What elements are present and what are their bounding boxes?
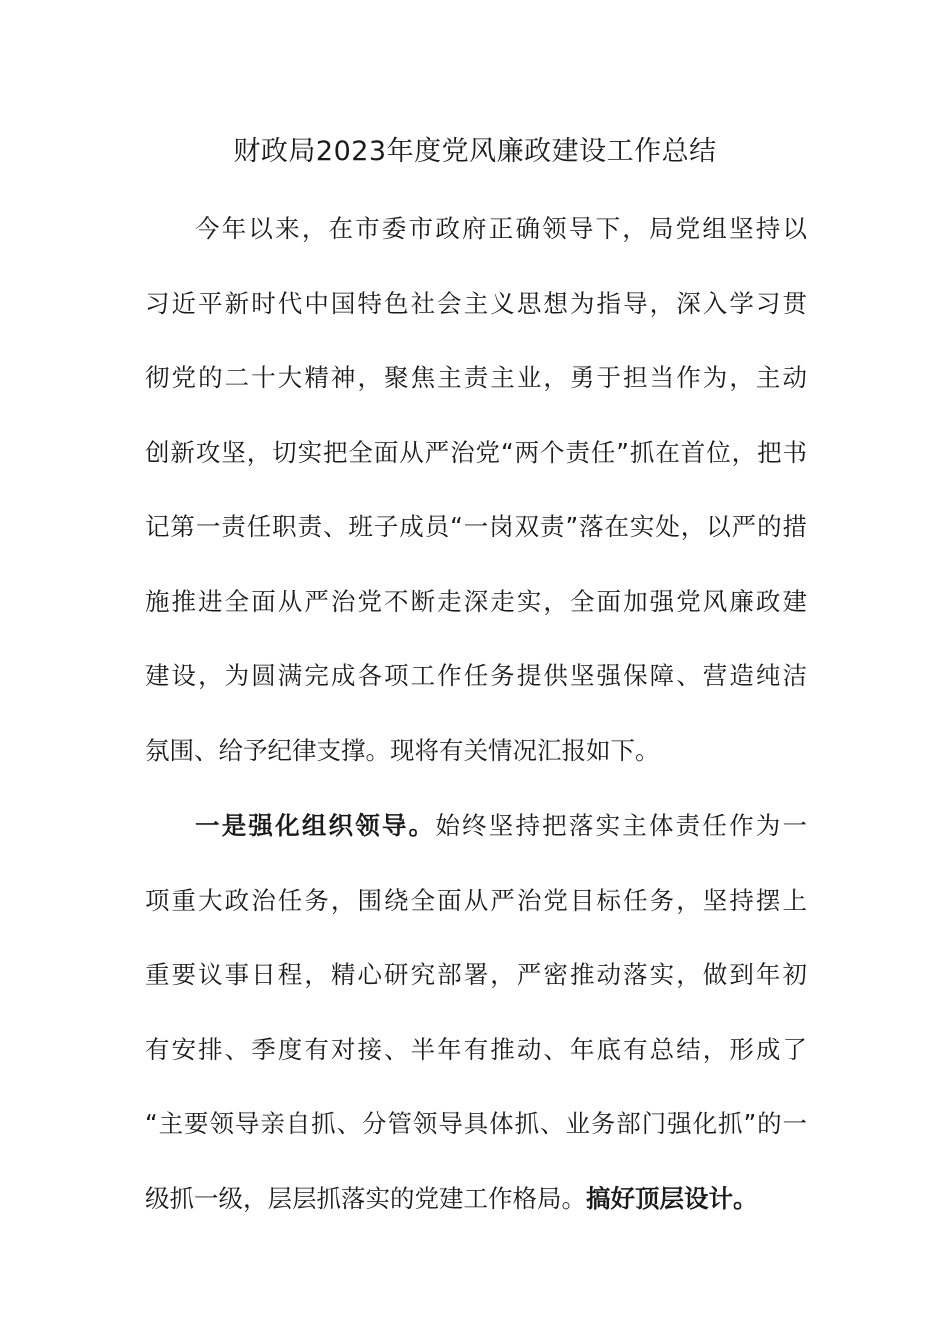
text-line: 施推进全面从严治党不断走深走实，全面加强党风廉政建: [145, 586, 807, 616]
text-line: “主要领导亲自抓、分管领导具体抓、业务部门强化抓”的一: [145, 1109, 807, 1138]
section-heading: 一是强化组织领导。: [195, 811, 436, 840]
text-line: 有安排、季度有对接、半年有推动、年底有总结，形成了: [145, 1034, 807, 1064]
text-line: 项重大政治任务，围绕全面从严治党目标任务，坚持摆上: [145, 885, 807, 915]
text-line: 今年以来，在市委市政府正确领导下，局党组坚持以: [195, 214, 807, 243]
text-line: 建设，为圆满完成各项工作任务提供坚强保障、营造纯洁: [145, 661, 807, 690]
text-segment: 级抓一级，层层抓落实的党建工作格局。: [145, 1183, 586, 1213]
paragraph-organization-leadership: [145, 789, 807, 1236]
text-segment: 始终坚持把落实主体责任作为一: [435, 811, 808, 840]
text-line: [145, 789, 807, 864]
text-line: 创新攻坚，切实把全面从严治党“两个责任”抓在首位，把书: [145, 437, 807, 467]
text-line: 氛围、给予纪律支撑。现将有关情况汇报如下。: [145, 735, 660, 765]
subsection-heading: 搞好顶层设计。: [586, 1183, 758, 1213]
document-title: 财政局2023年度党风廉政建设工作总结: [233, 136, 717, 167]
text-line: 习近平新时代中国特色社会主义思想为指导，深入学习贯: [145, 288, 807, 318]
text-line: 彻党的二十大精神，聚焦主责主业，勇于担当作为，主动: [145, 363, 807, 392]
text-line: [145, 1162, 807, 1237]
text-line: 重要议事日程，精心研究部署，严密推动落实，做到年初: [145, 960, 807, 989]
paragraph-intro: [145, 192, 807, 788]
text-line: 记第一责任职责、班子成员“一岗双责”落在实处，以严的措: [145, 512, 807, 541]
